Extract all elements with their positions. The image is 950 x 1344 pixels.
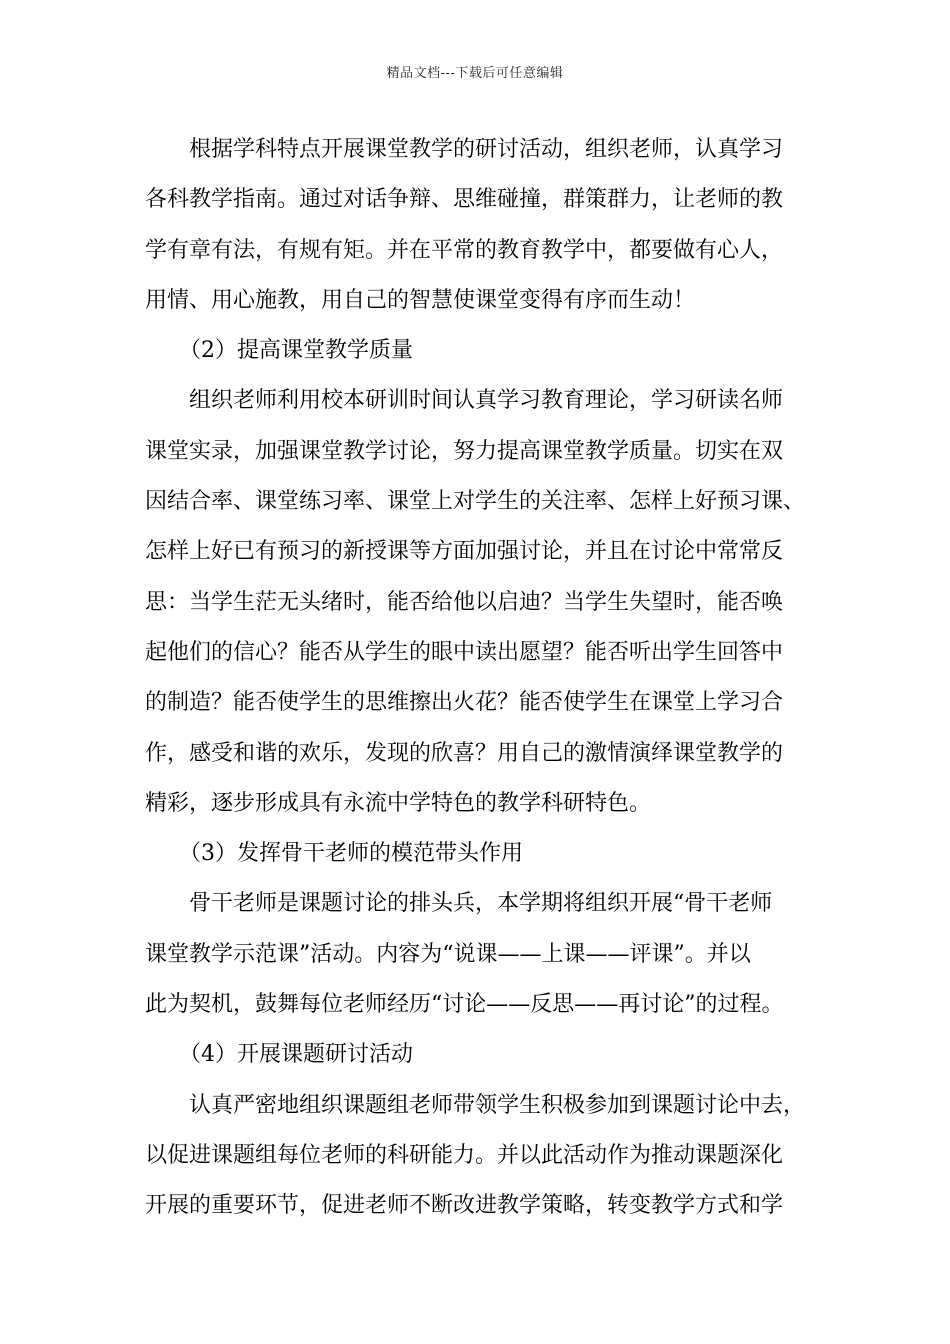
paragraph-line: 以促进课题组每位老师的科研能力。并以此活动作为推动课题深化: [145, 1142, 784, 1168]
paragraph-line: 认真严密地组织课题组老师带领学生积极参加到课题讨论中去，: [189, 1092, 806, 1118]
paragraph-line: 课堂实录，加强课堂教学讨论，努力提高课堂教学质量。切实在双: [145, 438, 784, 464]
section-heading: （3）发挥骨干老师的模范带头作用: [179, 841, 523, 867]
paragraph-line: 组织老师利用校本研训时间认真学习教育理论，学习研读名师: [189, 388, 784, 414]
paragraph-line: 起他们的信心？能否从学生的眼中读出愿望？能否听出学生回答中: [145, 639, 784, 665]
paragraph-line: 课堂教学示范课”活动。内容为“说课——上课——评课”。并以: [145, 941, 751, 967]
paragraph-line: 精彩，逐步形成具有永流中学特色的教学科研特色。: [145, 790, 652, 816]
paragraph-line: 根据学科特点开展课堂教学的研讨活动，组织老师，认真学习: [189, 137, 784, 162]
paragraph-line: 怎样上好已有预习的新授课等方面加强讨论，并且在讨论中常常反: [145, 539, 784, 565]
paragraph-line: 用情、用心施教，用自己的智慧使课堂变得有序而生动！: [145, 287, 696, 313]
section-heading: （2）提高课堂教学质量: [179, 338, 413, 364]
paragraph-line: 作，感受和谐的欢乐，发现的欣喜？用自己的激情演绎课堂教学的: [145, 740, 784, 766]
paragraph-line: 骨干老师是课题讨论的排头兵，本学期将组织开展“骨干老师: [189, 891, 773, 917]
document-body: [145, 125, 821, 1232]
paragraph-line: 思：当学生茫无头绪时，能否给他以启迪？当学生失望时，能否唤: [145, 589, 784, 615]
paragraph-line: 此为契机，鼓舞每位老师经历“讨论——反思——再讨论”的过程。: [145, 992, 784, 1018]
page-header: 精品文档---下载后可任意编辑: [386, 66, 564, 81]
section-heading: （4）开展课题研讨活动: [179, 1042, 413, 1068]
paragraph-line: 学有章有法，有规有矩。并在平常的教育教学中，都要做有心人，: [145, 237, 784, 263]
paragraph-line: 的制造？能否使学生的思维擦出火花？能否使学生在课堂上学习合: [145, 690, 784, 716]
paragraph-line: 各科教学指南。通过对话争辩、思维碰撞，群策群力，让老师的教: [145, 187, 784, 213]
paragraph-line: 因结合率、课堂练习率、课堂上对学生的关注率、怎样上好预习课、: [145, 489, 806, 515]
paragraph-line: 开展的重要环节，促进老师不断改进教学策略，转变教学方式和学: [145, 1193, 784, 1219]
